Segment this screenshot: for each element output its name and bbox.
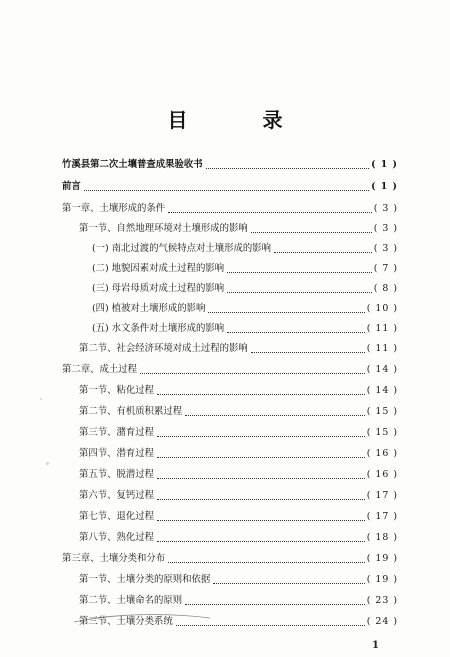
toc-entry-ch2-section-8[interactable]: [79, 531, 398, 545]
toc-entry-page: ( 17 ): [366, 490, 398, 501]
toc-entry-ch1-s1-item-1[interactable]: [92, 242, 398, 256]
toc-entry-chapter-2[interactable]: [62, 363, 398, 377]
toc-entry-page: ( 1 ): [371, 181, 398, 192]
page-title: 目 录: [167, 108, 317, 132]
toc-entry-page: ( 14 ): [366, 364, 398, 375]
toc-entry-label: 第一节、自然地理环境对土壤形成的影响: [79, 223, 248, 234]
toc-entry-label: 竹溪县第二次土壤普查成果验收书: [62, 159, 203, 170]
dot-leader: [274, 252, 372, 253]
toc-entry-label: 第四节、潜育过程: [79, 448, 155, 459]
toc-entry-ch1-s1-item-2[interactable]: [92, 262, 398, 276]
toc-entry-label: (五) 水文条件对土壤形成的影响: [92, 323, 225, 334]
dot-leader: [140, 373, 365, 374]
toc-entry-label: 第三章、土壤分类和分布: [62, 553, 166, 564]
toc-entry-page: ( 3 ): [373, 223, 398, 234]
toc-entry-label: (三) 母岩母质对成土过程的影响: [92, 283, 225, 294]
toc-entry-label: 前言: [62, 181, 81, 192]
toc-entry-ch2-section-2[interactable]: [79, 405, 398, 419]
dot-leader: [84, 190, 369, 191]
toc-entry-page: ( 17 ): [366, 511, 398, 522]
toc-entry-label: 第二节、社会经济环境对成土过程的影响: [79, 343, 248, 354]
toc-entry-preface[interactable]: [62, 180, 398, 194]
toc-entry-label: 第一节、粘化过程: [79, 385, 155, 396]
toc-entry-page: ( 7 ): [373, 263, 398, 274]
toc-entry-label: 第二节、有机质积累过程: [79, 406, 183, 417]
toc-entry-ch1-section-2[interactable]: [79, 342, 398, 356]
toc-entry-label: 第二节、土壤命名的原则: [79, 595, 183, 606]
dot-leader: [208, 312, 364, 313]
dot-leader: [157, 394, 365, 395]
toc-entry-page: ( 16 ): [366, 448, 398, 459]
toc-entry-label: 第二章、成土过程: [62, 364, 138, 375]
dot-leader: [168, 212, 372, 213]
toc-entry-chapter-1[interactable]: [62, 202, 398, 216]
toc-entry-page: ( 15 ): [366, 427, 398, 438]
toc-entry-ch3-section-1[interactable]: [79, 573, 398, 587]
dot-leader: [185, 415, 365, 416]
toc-entry-page: ( 23 ): [366, 595, 398, 606]
dot-leader: [185, 604, 365, 605]
toc-entry-page: ( 18 ): [366, 532, 398, 543]
toc-entry-label: (二) 地貌因素对成土过程的影响: [92, 263, 225, 274]
toc-entry-label: (一) 南北过渡的气候特点对土壤形成的影响: [92, 243, 272, 254]
toc-entry-acceptance-report[interactable]: [62, 158, 398, 172]
toc-entry-ch3-section-2[interactable]: [79, 594, 398, 608]
toc-entry-label: 第一章、土壤形成的条件: [62, 203, 166, 214]
toc-entry-ch1-s1-item-3[interactable]: [92, 282, 398, 296]
toc-entry-page: ( 10 ): [366, 303, 398, 314]
toc-entry-page: ( 3 ): [373, 243, 398, 254]
dot-leader: [157, 478, 365, 479]
dot-leader: [206, 168, 369, 169]
toc-entry-label: 第三节、潴育过程: [79, 427, 155, 438]
toc-entry-page: ( 15 ): [366, 406, 398, 417]
toc-entry-label: 第一节、土壤分类的原则和依据: [79, 574, 211, 585]
toc-entry-ch2-section-4[interactable]: [79, 447, 398, 461]
dot-leader: [157, 541, 365, 542]
dot-leader: [227, 292, 372, 293]
dot-leader: [251, 232, 372, 233]
toc-entry-page: ( 3 ): [373, 203, 398, 214]
toc-entry-ch2-section-6[interactable]: [79, 489, 398, 503]
dot-leader: [168, 562, 365, 563]
toc-entry-label: 第七节、退化过程: [79, 511, 155, 522]
toc-entry-ch2-section-5[interactable]: [79, 468, 398, 482]
toc-entry-page: ( 16 ): [366, 469, 398, 480]
dot-leader: [213, 583, 365, 584]
dot-leader: [227, 332, 365, 333]
toc-entry-page: ( 8 ): [373, 283, 398, 294]
dot-leader: [157, 436, 365, 437]
toc-entry-page: ( 11 ): [366, 323, 398, 334]
toc-entry-chapter-3[interactable]: [62, 552, 398, 566]
dot-leader: [251, 352, 365, 353]
toc-entry-ch2-section-7[interactable]: [79, 510, 398, 524]
scan-smudge: [40, 398, 42, 400]
dot-leader: [157, 499, 365, 500]
toc-entry-page: ( 19 ): [366, 574, 398, 585]
dot-leader: [227, 272, 372, 273]
toc-entry-ch1-s1-item-5[interactable]: [92, 322, 398, 336]
page-number: 1: [372, 640, 379, 651]
toc-entry-ch2-section-3[interactable]: [79, 426, 398, 440]
toc-entry-page: ( 1 ): [371, 159, 398, 170]
scan-smudge: [46, 462, 49, 465]
toc-entry-label: (四) 植被对土壤形成的影响: [92, 303, 206, 314]
toc-entry-page: ( 11 ): [366, 343, 398, 354]
toc-entry-ch1-section-1[interactable]: [79, 222, 398, 236]
toc-entry-page: ( 14 ): [366, 385, 398, 396]
toc-entry-ch2-section-1[interactable]: [79, 384, 398, 398]
toc-entry-label: 第五节、脱潜过程: [79, 469, 155, 480]
toc-entry-label: 第六节、复钙过程: [79, 490, 155, 501]
toc-entry-ch1-s1-item-4[interactable]: [92, 302, 398, 316]
toc-entry-label: 第八节、熟化过程: [79, 532, 155, 543]
toc-entry-page: ( 24 ): [366, 616, 398, 627]
dot-leader: [157, 520, 365, 521]
dot-leader: [157, 457, 365, 458]
toc-entry-page: ( 19 ): [366, 553, 398, 564]
toc-entry-label: 第三节、土壤分类系统: [79, 616, 173, 627]
pen-stroke-mark: [72, 608, 212, 628]
